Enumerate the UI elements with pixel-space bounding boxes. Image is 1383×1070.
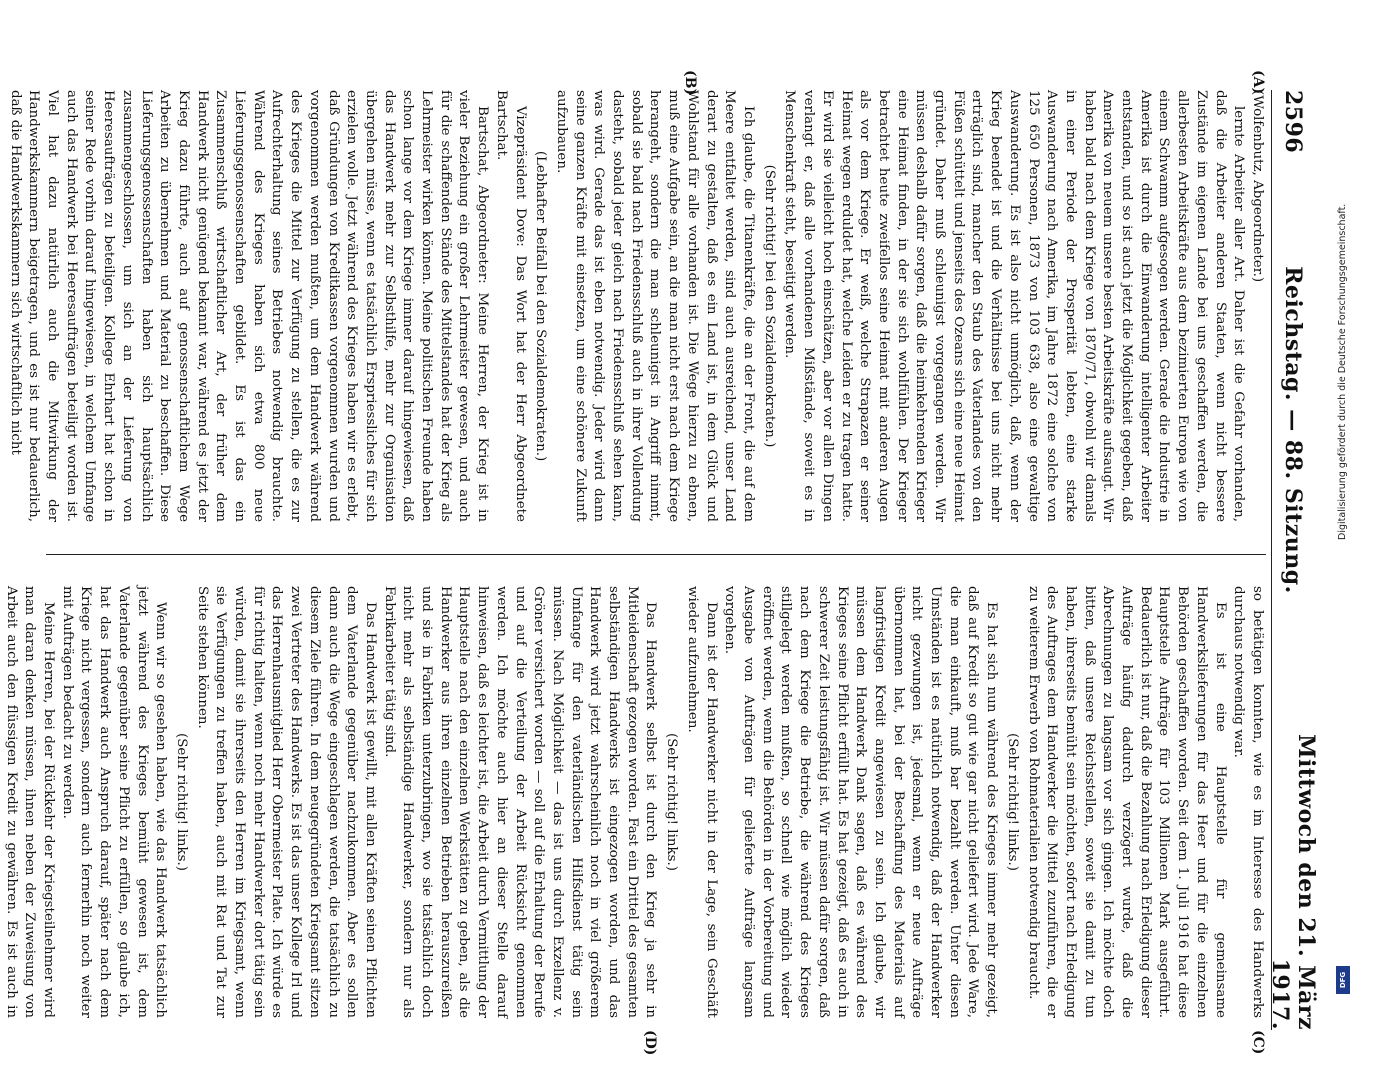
paragraph: Das Handwerk ist gewillt, mit allen Kräften seinen Pflichten dem Vaterlande gegenüber nachzukommen. Aber es sollen dann auch die Wege eingeschlagen werden, die tatsächlich zu diesem Ziele führen. In dem neugegründeten Kriegsamt sitzen zwei Vertreter des Handwerks. Es ist das unser Kollege Irl und das Herrenhausmitglied Herr Obermeister Plate. Ich würde es für richtig halten, wenn noch mehr Handwerker dort tätig sein würden, damit sie ihrerseits den Herren im Kriegsamt, wenn sie Verfügungen zu treffen haben, auch mit Rat und Tat zur Seite stehen können.	[194, 586, 378, 1018]
paragraph: Vizepräsident Dove: Das Wort hat der Herr Abgeordnete Bartschat.	[493, 90, 528, 522]
digitization-credit: Digitalisierung gefördert durch die Deutsche Forschungsgemeinschaft.	[1337, 203, 1348, 540]
interjection: (Sehr richtig! bei den Sozialdemokraten.)	[761, 164, 777, 448]
margin-mark-c: (C)	[1250, 1030, 1266, 1055]
interjection: (Lebhafter Beifall bei den Sozialdemokraten.)	[533, 150, 549, 462]
session-date: Mittwoch den 21. März 1917.	[1267, 734, 1319, 1030]
left-text-column	[5, 90, 1266, 522]
page-title: Reichstag. — 88. Sitzung.	[1280, 266, 1306, 594]
margin-mark-a: (A)	[1250, 70, 1266, 95]
column-divider	[46, 554, 1266, 555]
dfg-logo-text: DFG	[1339, 971, 1347, 989]
interjection: (Sehr richtig! links.)	[1004, 733, 1020, 871]
margin-mark-d: (D)	[642, 1030, 658, 1056]
paragraph: Bartschat, Abgeordneter: Meine Herren, der Krieg ist in vieler Beziehung ein großer Lehrmeister gewesen, und auch für die schaffenden Stände des Mittelstandes hat der Krieg als Lehrmeister wirken können. Meine politischen Freunde haben schon lange vor dem Kriege immer darauf hingewiesen, daß das Handwerk mehr zur Selbsthilfe, mehr zur Organisation übergehen müsse, wenn es tatsächlich Erspriessliches für sich erzielen wolle. Jetzt während des Krieges haben wir es erlebt, daß Gründungen von Kreditkassen vorgenommen wurden und vorgenommen werden mußten, um dem Handwerk während des Krieges die Mittel zur Verfügung zu stellen, die es zur Aufrechterhaltung seines Betriebes notwendig brauchte. Während des Krieges haben sich etwa 800 neue Lieferungsgenossenschaften gebildet. Es ist das ein Zusammenschluß wirtschaftlicher Art, der früher dem Handwerk nicht genügend bekannt war, während es jetzt der Krieg dazu führte, auch auf genossenschaftlichem Wege Arbeiten zu übernehmen und Material zu beschaffen. Diese Lieferungsgenossenschaften haben sich hauptsächlich zusammengeschlossen, um sich an der Lieferung von Heeresaufträgen zu beteiligen. Kollege Ehrhart hat schon in seiner Rede vorhin darauf hingewiesen, in welchem Umfange auch das Handwerk bei Heeresaufträgen beteiligt worden ist. Viel hat dazu natürlich auch die Mitwirkung der Handwerkskammern beigetragen, und es ist nur bedauerlich, daß die Handwerkskammern sich wirtschaftlich nicht	[7, 90, 491, 522]
header-rule	[1271, 90, 1272, 1030]
paragraph: Dann ist der Handwerker nicht in der Lage, sein Geschäft wieder aufzunehmen.	[684, 586, 719, 1018]
paragraph: Das Handwerk selbst ist durch den Krieg ja sehr in Mitleidenschaft gezogen worden. Fast ein Drittel des gesamten selbständigen Handwerks ist eingezogen worden, und das Handwerk wird jetzt wahrscheinlich noch in viel größerem Umfange für den vaterländischen Hilfsdienst tätig sein müssen. Nach Möglichkeit — das ist uns durch Exzellenz v. Gröner versichert worden — soll auf die Erhaltung der Berufe und auf die Verteilung der Arbeit Rücksicht genommen werden. Ich möchte auch hier an dieser Stelle darauf hinweisen, daß es leichter ist, die Arbeit durch Vermittlung der Hauptstelle nach den einzelnen Werkstätten zu geben, als die Handwerker aus ihren einzelnen Betrieben herauszureißen und sie in Fabriken unterzubringen, wo sie tatsächlich doch nicht mehr als selbständige Handwerker, sondern nur als Fabrikarbeiter tätig sind.	[381, 586, 659, 1018]
page-header	[1267, 90, 1319, 1030]
page-number: 2596	[1280, 90, 1306, 154]
margin-mark-b: (B)	[682, 70, 698, 96]
dfg-logo	[1336, 966, 1350, 994]
interjection: (Sehr richtig! links.)	[664, 733, 680, 871]
right-text-column	[0, 586, 1266, 1018]
rotated-document-page	[0, 70, 1318, 1070]
paragraph: Wenn wir so gesehen haben, wie das Handwerk tatsächlich jetzt während des Krieges bemüht gewesen ist, dem Vaterlande gegenüber seine Pflicht zu erfüllen, so glaube ich, hat das Handwerk auch Anspruch darauf, später nach dem Kriege nicht vergessen, sondern auch fernerhin noch weiter mit Aufträgen bedacht zu werden.	[59, 586, 169, 1018]
speaker-note: (Wolfenbutz, Abgeordneter.)	[1250, 90, 1265, 283]
interjection: (Sehr richtig! links.)	[173, 733, 189, 871]
paragraph: Meine Herren, bei der Rückkehr der Kriegsteilnehmer wird man daran denken müssen, ihnen neben der Zuweisung von Arbeit auch den flüssigen Kredit zu gewähren. Es ist auch in	[3, 586, 56, 1018]
paragraph: so betätigen konnten, wie es im Interesse des Handwerks durchaus notwendig war.	[1231, 586, 1265, 1018]
paragraph: Es ist eine Hauptstelle für gemeinsame Handwerkslieferungen für das Heer und für die einzelnen Behörden geschaffen worden. Seit dem 1. Juli 1916 hat diese Hauptstelle Aufträge für 103 Millionen Mark ausgeführt. Bedauerlich ist nur, daß die Bezahlung nach Erledigung dieser Aufträge häufig dadurch verzögert wurde, daß die Abrechnungen zu langsam vor sich gingen. Ich möchte doch bitten, daß unsere Reichsstellen, soweit sie damit zu tun haben, ihrerseits bemüht sein möchten, sofort nach Erledigung des Auftrages dem Handwerker die Mittel zuzuführen, die er zu weiterem Erwerb von Rohmaterialien notwendig braucht.	[1025, 586, 1228, 1018]
paragraph: Es hat sich nun während des Krieges immer mehr gezeigt, daß auf Kredit so gut wie gar nicht geliefert wird. Jede Ware, die man einkauft, muß bar bezahlt werden. Unter diesen Umständen ist es natürlich notwendig, daß der Handwerker nicht gezwungen ist, jedesmal, wenn er neue Aufträge übernommen hat, bei der Beschaffung des Materials auf langfristigen Kredit angewiesen zu sein. Ich glaube, wir müssen dem Handwerk Dank sagen, daß es während des Krieges seine Pflicht erfüllt hat. Es hat gezeigt, daß es auch in schwerer Zeit leistungsfähig ist. Wir müssen dafür sorgen, daß nach dem Kriege die Betriebe, die während des Krieges stillgelegt werden mußten, so schnell wie möglich wieder eröffnet werden, wenn die Behörden in der Vorbereitung und Ausgabe von Aufträgen für gelieferte Aufträge langsam vorgehen.	[722, 586, 1000, 1018]
paragraph: lernte Arbeiter aller Art. Daher ist die Gefahr vorhanden, daß die Arbeiter anderen Staaten, wenn nicht bessere Zustände im eigenen Lande bei uns geschaffen werden, die allerbesten Arbeitskräfte aus dem bezimierten Europa wie von einem Schwamm aufgesogen werden. Gerade die Industrie in Amerika ist durch die Einwanderung intelligenter Arbeiter entstanden, und so ist auch jetzt die Möglichkeit gegeben, daß Amerika von neuem unsere besten Arbeitskräfte aufsaugt. Wir haben bald nach dem Kriege von 1870/71, obwohl wir damals in einer Periode der Prosperität lebten, eine starke Auswanderung nach Amerika, im Jahre 1872 eine solche von 125 650 Personen, 1873 von 103 638, also eine gewaltige Auswanderung. Es ist also nicht unmöglich, daß, wenn der Krieg beendet ist und die Verhältnisse bei uns nicht mehr erträglich sind, mancher den Staub des Vaterlandes von den Füßen schüttelt und jenseits des Ozeans sich eine neue Heimat gründet. Daher muß schleunigst vorgegangen werden. Wir müssen deshalb dafür sorgen, daß die heimkehrenden Krieger eine Heimat finden, in der sie sich wohlfühlen. Der Krieger betrachtet heute zweifellos seine Heimat mit anderen Augen als vor dem Kriege. Er weiß, welche Strapazen er seiner Heimat wegen erduldet hat, welche Leiden er zu tragen hatte. Er wird sie vielleicht hoch einschätzen, aber vor allen Dingen verlangt er, daß alle vorhandenen Mißstände, soweit es in Menschenkraft steht, beseitigt werden.	[782, 90, 1247, 522]
paragraph: Ich glaube, die Titanenkräfte, die an der Front, die auf dem Meere entfaltet werden, sind auch ausreichend, unser Land derart zu gestalten, daß es ein Land ist, in dem Glück und Wohlstand für alle vorhanden ist. Die Wege hierzu zu ebnen, muß eine Aufgabe sein, an die man nicht erst nach dem Kriege herangeht, sondern die man schleunigst in Angriff nimmt, sobald sie bald nach Friedensschluß auch in ihrer Vollendung dasteht, sobald jeder gleich nach Friedensschluß sehen kann, was wird. Gerade das ist eben notwendig. Jeder wird dann seine ganzen Kräfte mit einsetzen, um eine schönere Zukunft aufzubauen.	[553, 90, 757, 522]
